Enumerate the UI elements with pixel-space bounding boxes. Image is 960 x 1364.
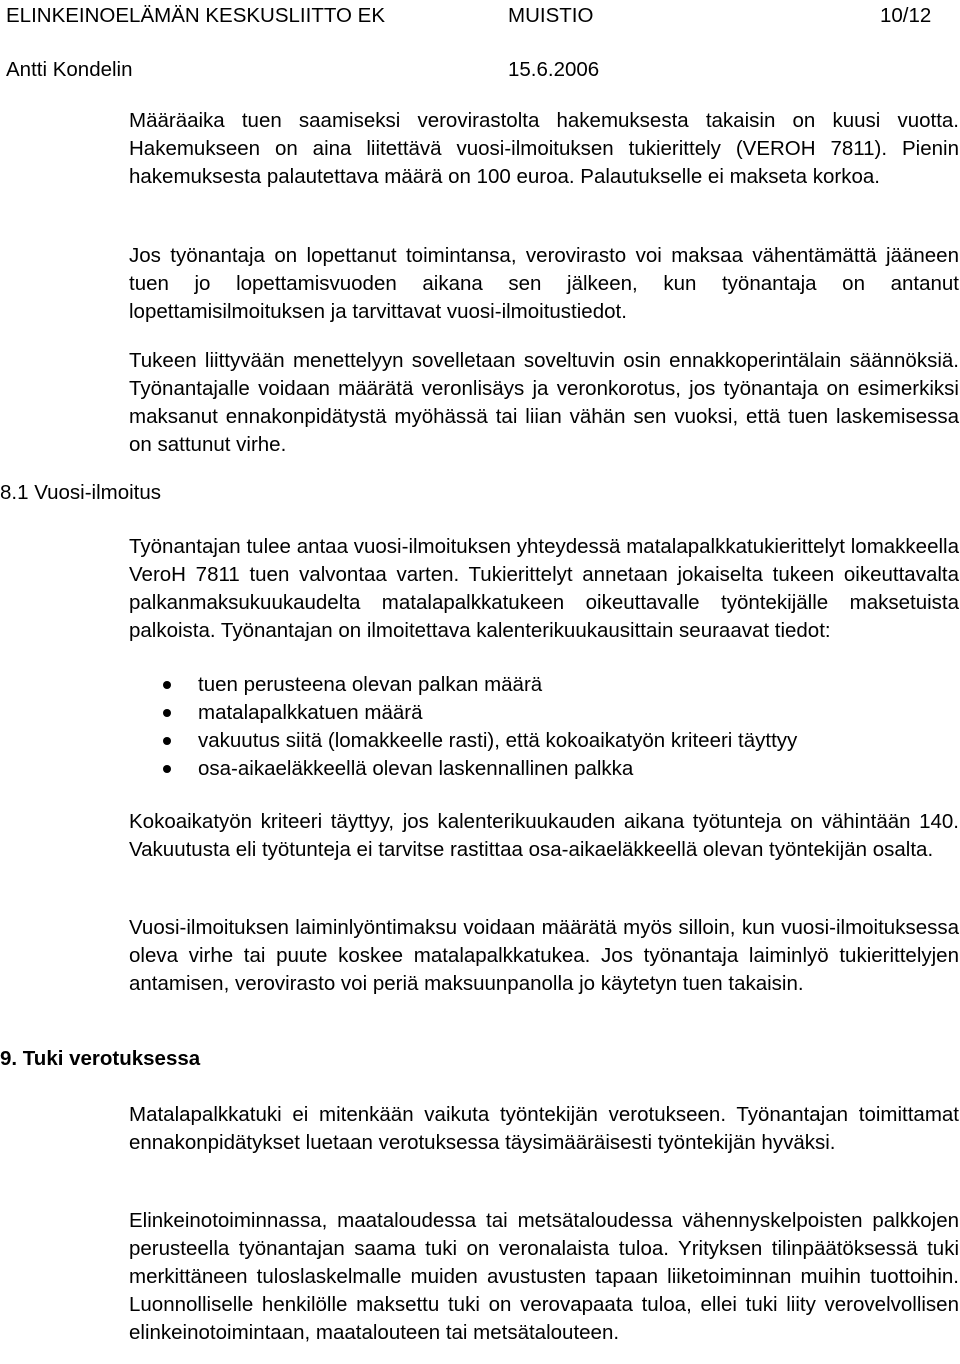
document-type: MUISTIO xyxy=(508,4,594,27)
paragraph-procedure: Tukeen liittyvään menettelyyn sovelletaan soveltuvin osin ennakkoperintälain säännöksiä. Työnantajalle voidaan määrätä veronlisäys ja veronkorotus, jos työnantaja on esimerkiksi maksanut ennakonpidätystä myöhässä tai liian vähän sen vuoksi, että tuen laskemisessa on sattunut virhe. xyxy=(129,349,959,456)
paragraph-annual-report: Työnantajan tulee antaa vuosi-ilmoituksen yhteydessä matalapalkkatukierittelyt lomakkeella VeroH 7811 tuen valvontaa varten. Tukierittelyt annetaan jokaiselta tukeen oikeuttavalta palkanmaksukuukaudelta matalapalkkatukeen oikeuttavalle työntekijälle maksetuista palkoista. Työnantajan on ilmoitettava kalenterikuukausittain seuraavat tiedot: xyxy=(129,535,959,642)
paragraph-negligence-fee: Vuosi-ilmoituksen laiminlyöntimaksu voidaan määrätä myös silloin, kun vuosi-ilmoituksessa oleva virhe tai puute koskee matalapalkkatukea. Jos työnantaja laiminlyö tukierittelyjen antamisen, verovirasto voi periä maksuunpanolla jo käytetyn tuen takaisin. xyxy=(129,916,959,995)
organization-name: ELINKEINOELÄMÄN KESKUSLIITTO EK xyxy=(6,4,385,27)
page-number: 10/12 xyxy=(880,4,932,27)
section-heading-vuosi-ilmoitus: 8.1 Vuosi-ilmoitus xyxy=(0,481,162,504)
required-info-list xyxy=(160,671,797,783)
document-date: 15.6.2006 xyxy=(508,58,600,81)
paragraph-employee-taxation: Matalapalkkatuki ei mitenkään vaikuta työntekijän verotukseen. Työnantajan toimittamat ennakonpidätykset luetaan verotuksessa täysimääräisesti työntekijän hyväksi. xyxy=(129,1103,959,1154)
list-item: matalapalkkatuen määrä xyxy=(160,699,797,727)
paragraph-fulltime-criterion: Kokoaikatyön kriteeri täyttyy, jos kalenterikuukauden aikana työtunteja on vähintään 140. Vakuutusta eli työtunteja ei tarvitse rastittaa osa-aikaeläkkeellä olevan työntekijän osalta. xyxy=(129,810,959,861)
paragraph-business-ended: Jos työnantaja on lopettanut toimintansa, verovirasto voi maksaa vähentämättä jääneen tuen jo lopettamisvuoden aikana sen jälkeen, kun työnantaja on antanut lopettamisilmoituksen ja tarvittavat vuosi-ilmoitustiedot. xyxy=(129,244,959,323)
paragraph-business-taxation: Elinkeinotoiminnassa, maataloudessa tai metsätaloudessa vähennyskelpoisten palkkojen perusteella työnantajan saama tuki on veronalaista tuloa. Yrityksen tilinpäätöksessä tuki merkittäneen tuloslaskelmalle muiden avustusten tapaan liiketoiminnan muihin tuottoihin. Luonnolliselle henkilölle maksettu tuki on verovapaata tuloa, ellei tuki liity verovelvollisen elinkeinotoimintaan, maatalouteen tai metsätalouteen. xyxy=(129,1209,959,1344)
bullet-icon xyxy=(163,709,171,717)
list-item: osa-aikaeläkkeellä olevan laskennallinen palkka xyxy=(160,755,797,783)
list-item: vakuutus siitä (lomakkeelle rasti), että kokoaikatyön kriteeri täyttyy xyxy=(160,727,797,755)
section-heading-tuki-verotuksessa: 9. Tuki verotuksessa xyxy=(0,1047,201,1070)
bullet-icon xyxy=(163,681,171,689)
bullet-icon xyxy=(163,765,171,773)
list-item: tuen perusteena olevan palkan määrä xyxy=(160,671,797,699)
bullet-icon xyxy=(163,737,171,745)
author-name: Antti Kondelin xyxy=(6,58,133,81)
paragraph-refund-deadline: Määräaika tuen saamiseksi verovirastolta hakemuksesta takaisin on kuusi vuotta. Hakemukseen on aina liitettävä vuosi-ilmoituksen tukierittely (VEROH 7811). Pienin hakemuksesta palautettava määrä on 100 euroa. Palautukselle ei makseta korkoa. xyxy=(129,109,959,188)
